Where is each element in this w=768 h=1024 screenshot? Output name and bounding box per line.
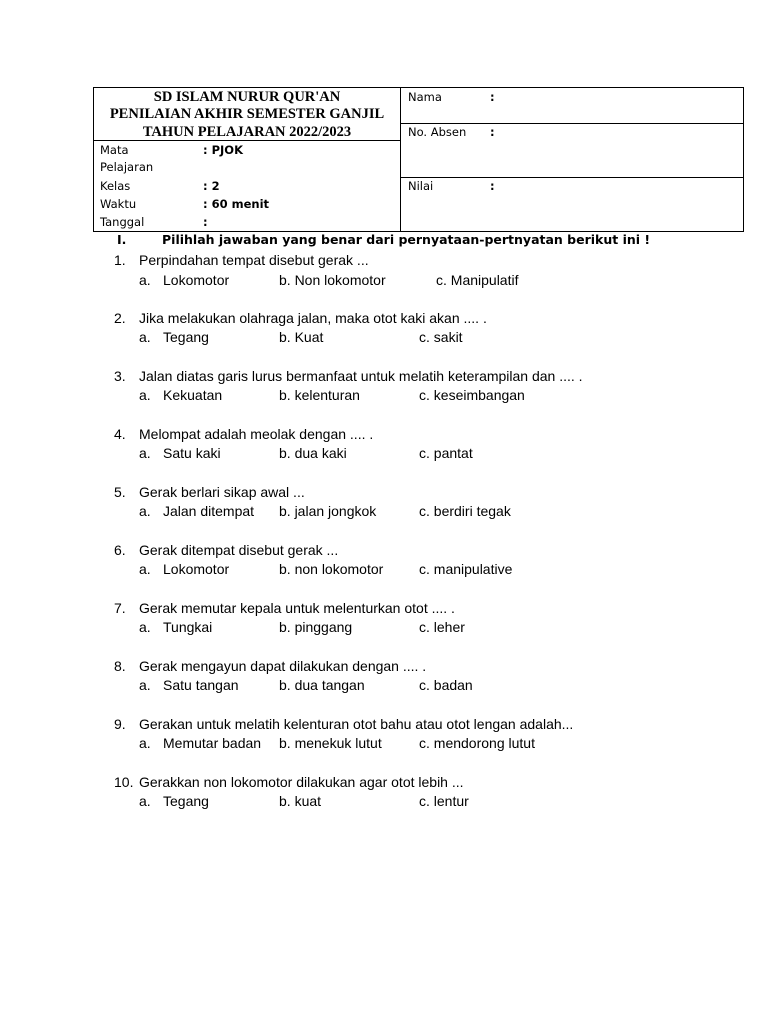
option-a-letter: a.: [139, 677, 151, 693]
school-name: SD ISLAM NURUR QUR'AN: [153, 89, 341, 105]
option-b-text: b. Non lokomotor: [279, 272, 386, 288]
question-text: Gerakan untuk melatih kelenturan otot bahu atau otot lengan adalah...: [139, 716, 574, 732]
option-b-text: b. dua kaki: [279, 445, 347, 461]
option-c-text: c. badan: [419, 677, 473, 693]
question-number: 3.: [114, 368, 126, 384]
question-text: Melompat adalah meolak dengan .... .: [139, 426, 374, 442]
option-a-text: Tegang: [163, 793, 209, 809]
question-number: 7.: [114, 600, 126, 616]
score-colon: :: [490, 179, 495, 193]
option-b-text: b. kuat: [279, 793, 322, 809]
name-colon: :: [490, 90, 495, 104]
score-label: Nilai: [408, 179, 434, 193]
absence-number-colon: :: [490, 125, 495, 139]
question-number: 5.: [114, 484, 126, 500]
option-c-text: c. Manipulatif: [436, 272, 519, 288]
option-c-text: c. pantat: [419, 445, 473, 461]
subject-value: : PJOK: [203, 143, 243, 157]
table-divider-right-row-2: [400, 177, 744, 178]
time-value: : 60 menit: [203, 197, 270, 211]
question-text: Gerak mengayun dapat dilakukan dengan .... .: [139, 658, 427, 674]
question-text: Gerak berlari sikap awal ...: [139, 484, 305, 500]
question-number: 2.: [114, 310, 126, 326]
option-a-text: Kekuatan: [163, 387, 223, 403]
option-c-text: c. keseimbangan: [419, 387, 525, 403]
option-b-text: b. Kuat: [279, 329, 324, 345]
name-label: Nama: [408, 90, 442, 104]
option-a-text: Satu tangan: [163, 677, 239, 693]
question-text: Jika melakukan olahraga jalan, maka otot kaki akan .... .: [139, 310, 487, 326]
option-a-text: Lokomotor: [163, 272, 230, 288]
question-text: Jalan diatas garis lurus bermanfaat untuk melatih keterampilan dan .... .: [139, 368, 583, 384]
class-label: Kelas: [100, 179, 131, 193]
option-a-letter: a.: [139, 445, 151, 461]
option-a-letter: a.: [139, 735, 151, 751]
option-a-text: Tegang: [163, 329, 209, 345]
option-a-text: Jalan ditempat: [163, 503, 255, 519]
table-border-right: [743, 87, 744, 232]
time-label: Waktu: [100, 197, 137, 211]
option-a-text: Tungkai: [163, 619, 213, 635]
option-a-letter: a.: [139, 387, 151, 403]
option-b-text: b. pinggang: [279, 619, 353, 635]
option-b-text: b. jalan jongkok: [279, 503, 377, 519]
option-a-letter: a.: [139, 329, 151, 345]
table-divider-right-row-1: [400, 123, 744, 124]
section-number: I.: [117, 232, 127, 247]
question-text: Perpindahan tempat disebut gerak ...: [139, 252, 369, 268]
date-value: :: [203, 215, 208, 229]
question-text: Gerakkan non lokomotor dilakukan agar otot lebih ...: [139, 774, 464, 790]
subject-label-line-2: Pelajaran: [100, 160, 154, 174]
question-number: 8.: [114, 658, 126, 674]
option-a-text: Memutar badan: [163, 735, 262, 751]
question-text: Gerak ditempat disebut gerak ...: [139, 542, 339, 558]
option-c-text: c. leher: [419, 619, 465, 635]
option-c-text: c. manipulative: [419, 561, 513, 577]
option-a-letter: a.: [139, 272, 151, 288]
absence-number-label: No. Absen: [408, 125, 467, 139]
option-c-text: c. sakit: [419, 329, 463, 345]
option-c-text: c. lentur: [419, 793, 469, 809]
section-instruction: Pilihlah jawaban yang benar dari pernyataan-pertnyatan berikut ini !: [162, 232, 651, 247]
question-number: 10.: [114, 774, 134, 790]
option-b-text: b. dua tangan: [279, 677, 365, 693]
option-b-text: b. menekuk lutut: [279, 735, 382, 751]
academic-year: TAHUN PELAJARAN 2022/2023: [142, 124, 352, 140]
date-label: Tanggal: [100, 215, 145, 229]
option-a-text: Satu kaki: [163, 445, 221, 461]
question-text: Gerak memutar kepala untuk melenturkan otot .... .: [139, 600, 455, 616]
option-a-letter: a.: [139, 503, 151, 519]
question-number: 6.: [114, 542, 126, 558]
question-number: 9.: [114, 716, 126, 732]
option-c-text: c. berdiri tegak: [419, 503, 511, 519]
question-number: 1.: [114, 252, 126, 268]
exam-title: PENILAIAN AKHIR SEMESTER GANJIL: [109, 106, 385, 122]
class-value: : 2: [203, 179, 220, 193]
table-divider-middle: [400, 87, 401, 232]
option-b-text: b. kelenturan: [279, 387, 360, 403]
option-a-letter: a.: [139, 619, 151, 635]
option-a-letter: a.: [139, 561, 151, 577]
option-c-text: c. mendorong lutut: [419, 735, 535, 751]
question-number: 4.: [114, 426, 126, 442]
subject-label-line-1: Mata: [100, 143, 129, 157]
option-a-text: Lokomotor: [163, 561, 230, 577]
option-b-text: b. non lokomotor: [279, 561, 384, 577]
option-a-letter: a.: [139, 793, 151, 809]
